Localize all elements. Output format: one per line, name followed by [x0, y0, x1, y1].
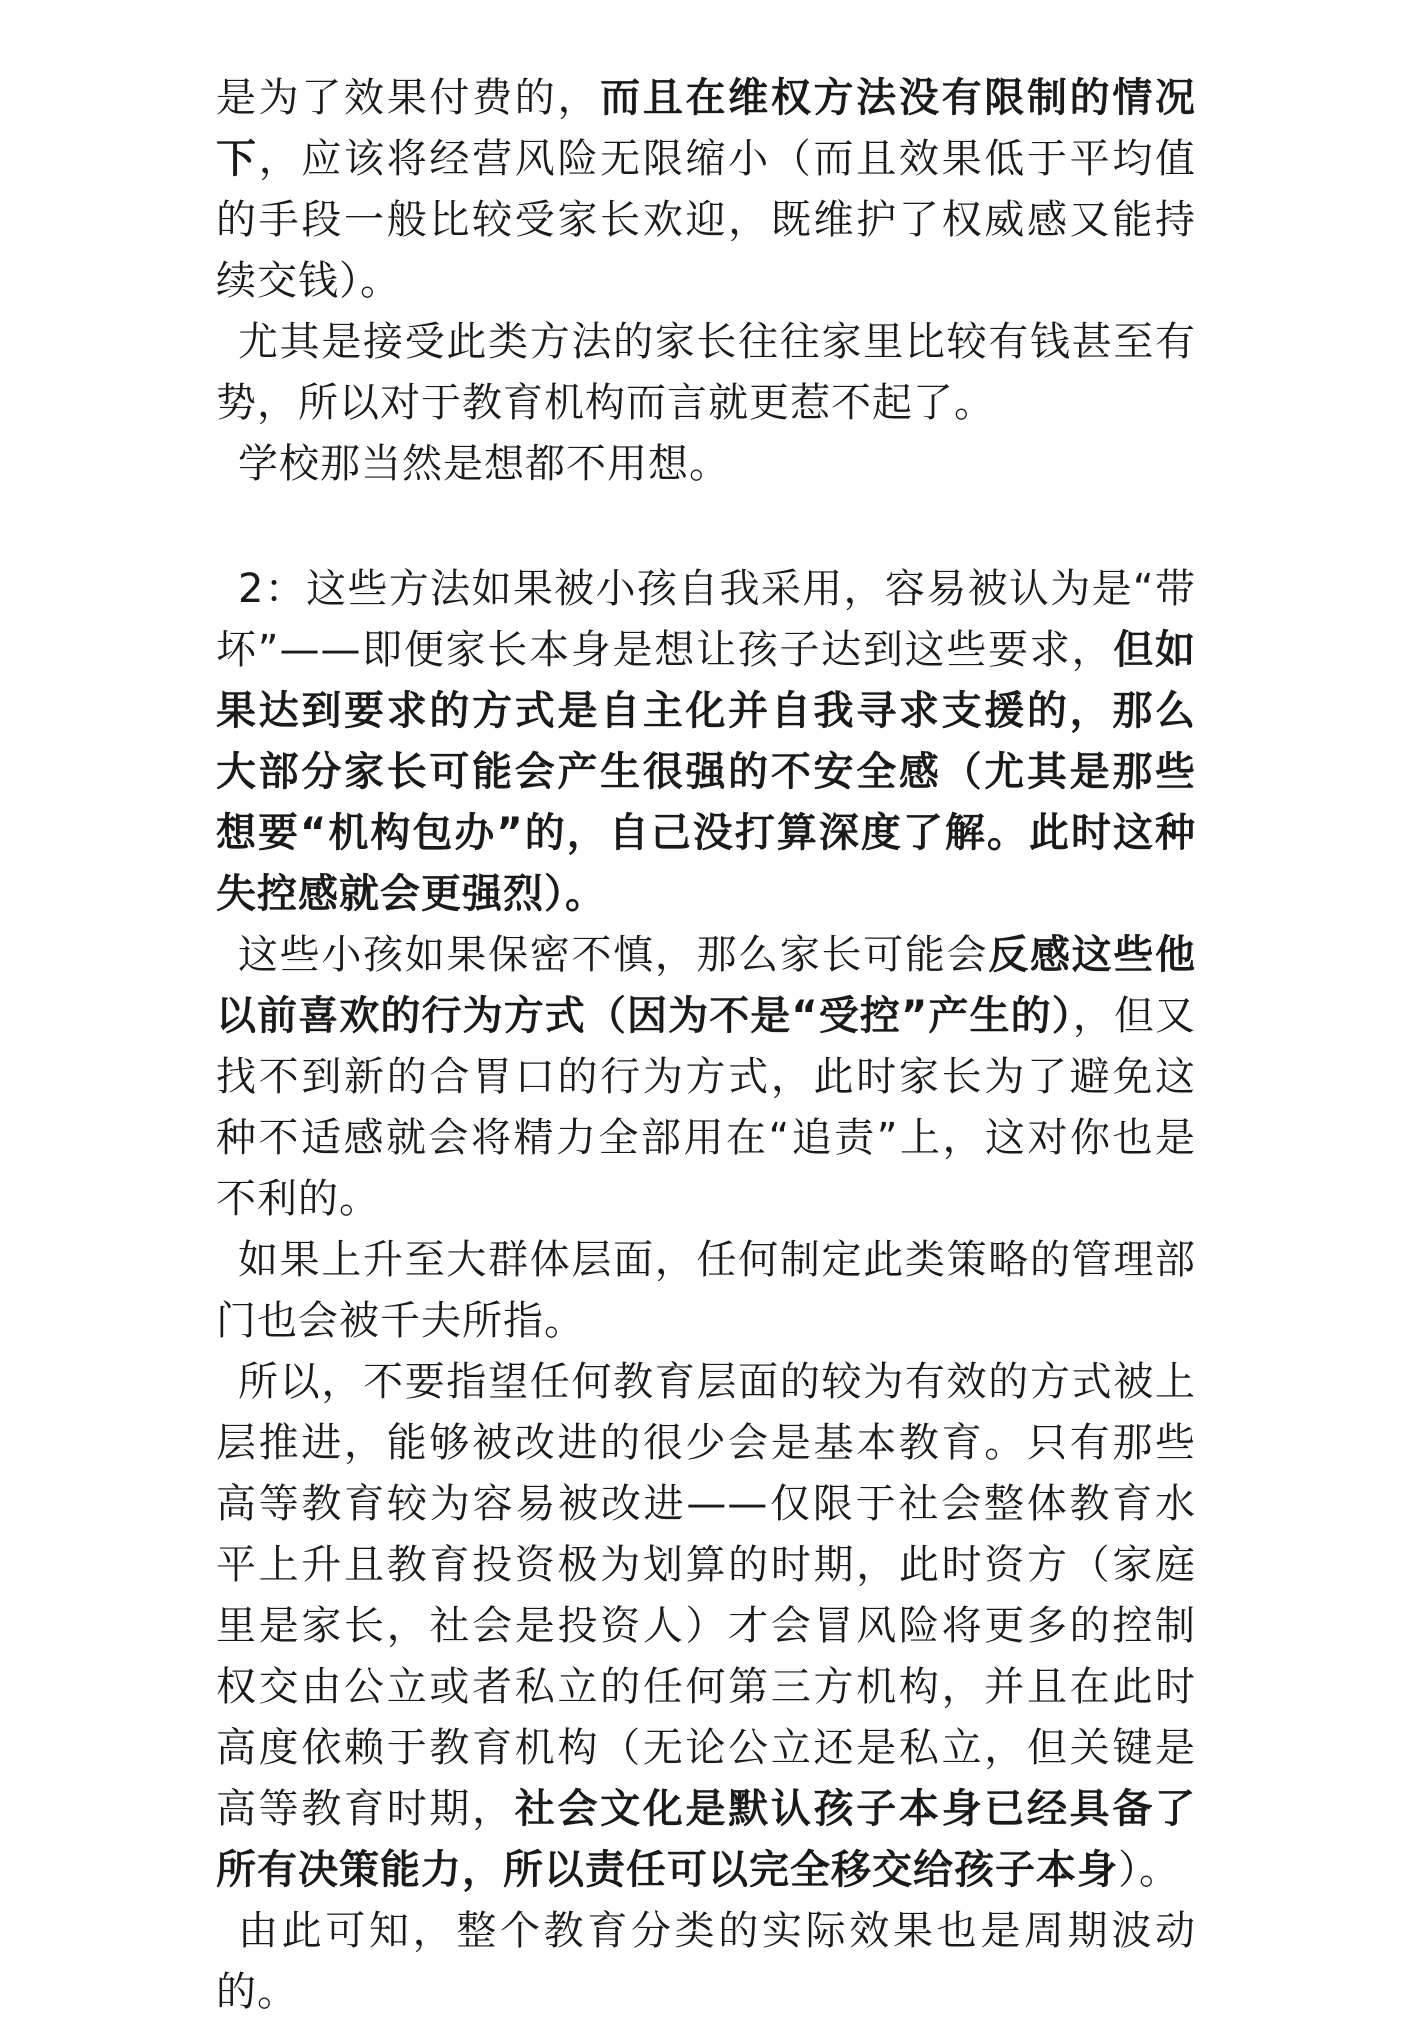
paragraph-6	[216, 1230, 1196, 1352]
paragraph-3	[216, 434, 1196, 495]
bold-text-segment: 而且在维权方法没有限制的情况下	[216, 75, 1197, 182]
paragraph-8	[216, 1901, 1196, 2023]
paragraph-5	[216, 925, 1196, 1230]
paragraph-7	[216, 1352, 1196, 1901]
text-segment: ，但又找不到新的合胃口的行为方式，此时家长为了避免这种不适感就会将精力全部用在“追责”上，这对你也是不利的。	[216, 993, 1197, 1222]
text-segment: 学校那当然是想都不用想。	[238, 441, 730, 487]
text-segment: 由此可知，整个教育分类的实际效果也是周期波动的。	[216, 1908, 1196, 2015]
text-segment: 2：这些方法如果被小孩自我采用，容易被认为是“带坏”——即便家长本身是想让孩子达到这些要求，	[216, 566, 1196, 673]
text-segment: 这些小孩如果保密不慎，那么家长可能会	[238, 932, 989, 978]
text-segment: 尤其是接受此类方法的家长往往家里比较有钱甚至有势，所以对于教育机构而言就更惹不起了。	[216, 319, 1196, 426]
bold-text-segment: 社会文化是默认孩子本身已经具备了所有决策能力，所以责任可以完全移交给孩子本身	[216, 1786, 1197, 1893]
text-segment: ）。	[1118, 1847, 1180, 1893]
text-segment: ，应该将经营风险无限缩小（而且效果低于平均值的手段一般比较受家长欢迎，既维护了权威感又能持续交钱）。	[216, 136, 1197, 304]
paragraph-1	[216, 68, 1196, 312]
bold-text-segment: 但如果达到要求的方式是自主化并自我寻求支援的，那么大部分家长可能会产生很强的不安全感（尤其是那些想要“机构包办”的，自己没打算深度了解。此时这种失控感就会更强烈）。	[216, 627, 1196, 917]
text-segment: 所以，不要指望任何教育层面的较为有效的方式被上层推进，能够被改进的很少会是基本教育。只有那些高等教育较为容易被改进——仅限于社会整体教育水平上升且教育投资极为划算的时期，此时资方（家庭里是家长，社会是投资人）才会冒风险将更多的控制权交由公立或者私立的任何第三方机构，并且在此时高度依赖于教育机构（无论公立还是私立，但关键是高等教育时期，	[216, 1359, 1196, 1832]
text-segment: 是为了效果付费的，	[216, 75, 601, 121]
paragraph-4	[216, 559, 1196, 925]
paragraph-2	[216, 312, 1196, 434]
text-segment: 如果上升至大群体层面，任何制定此类策略的管理部门也会被千夫所指。	[216, 1237, 1196, 1344]
document-page	[216, 68, 1196, 2023]
bold-text-segment: 反感这些他以前喜欢的行为方式（因为不是“受控”产生的）	[216, 932, 1197, 1039]
